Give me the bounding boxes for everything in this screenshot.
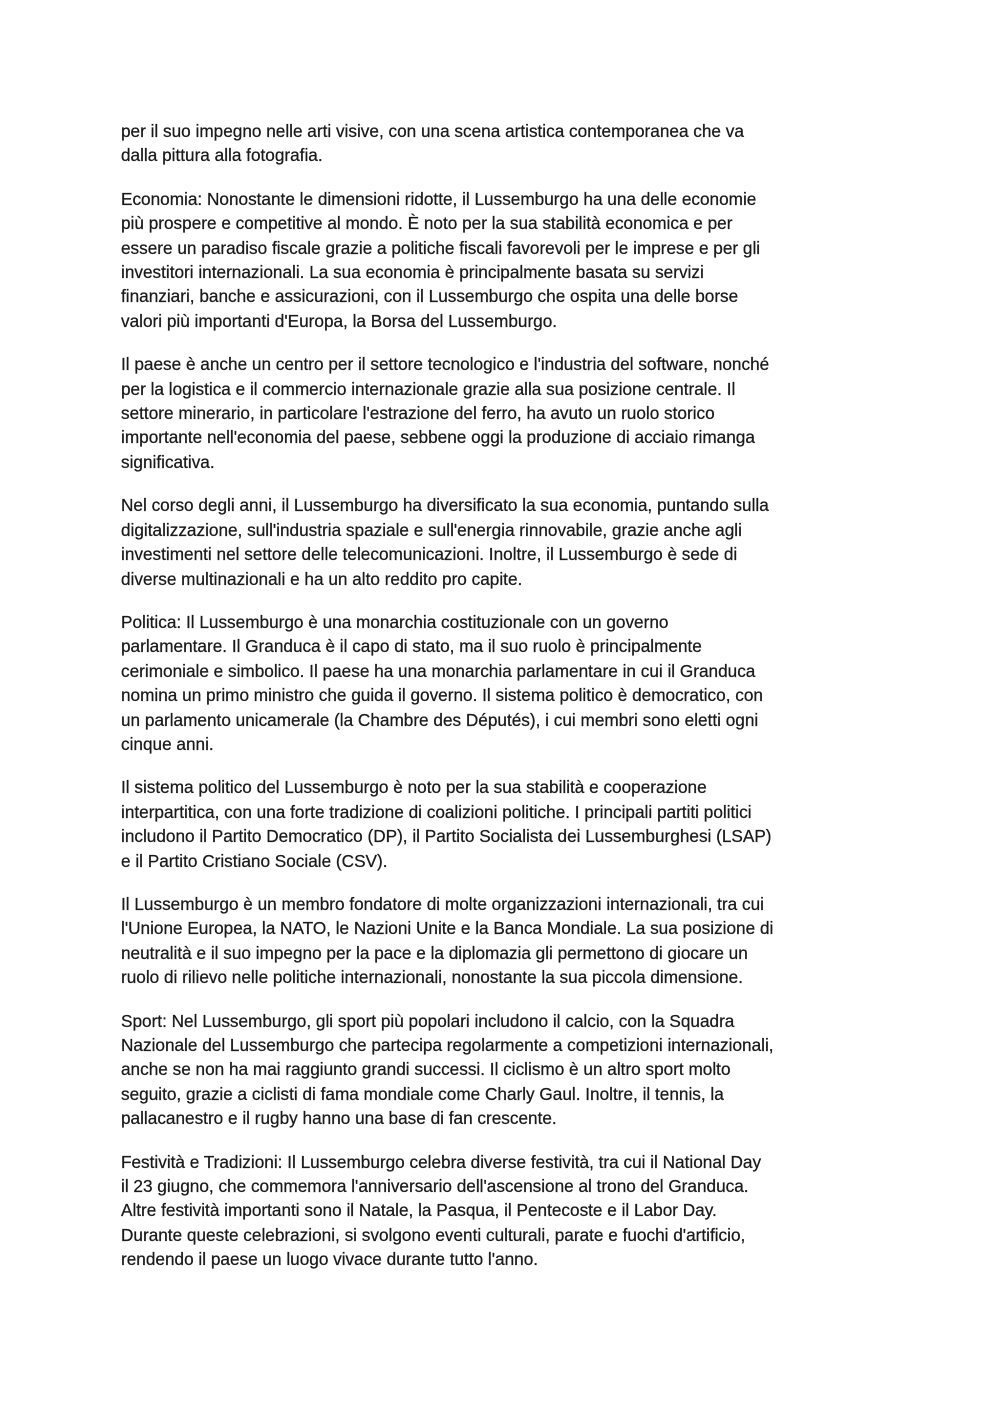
text-line: Nazionale del Lussemburgo che partecipa regolarmente a competizioni internazionali,	[121, 1035, 774, 1055]
paragraph-diversification	[121, 493, 881, 591]
text-line: seguito, grazie a ciclisti di fama mondiale come Charly Gaul. Inoltre, il tennis, la	[121, 1083, 724, 1104]
text-line: Nel corso degli anni, il Lussemburgo ha diversificato la sua economia, puntando sulla	[121, 495, 769, 516]
paragraph-political-system	[121, 775, 881, 873]
text-line: investitori internazionali. La sua economia è principalmente basata su servizi	[121, 262, 704, 283]
text-line: l'Unione Europea, la NATO, le Nazioni Unite e la Banca Mondiale. La sua posizione di	[121, 918, 774, 939]
text-line: Durante queste celebrazioni, si svolgono eventi culturali, parate e fuochi d'artificio,	[121, 1224, 746, 1245]
text-line: Il sistema politico del Lussemburgo è noto per la sua stabilità e cooperazione	[121, 777, 707, 798]
text-line: Sport: Nel Lussemburgo, gli sport più popolari includono il calcio, con la Squadra	[121, 1010, 735, 1031]
paragraph-economia	[121, 187, 881, 333]
text-line: rendendo il paese un luogo vivace durante tutto l'anno.	[121, 1249, 539, 1270]
text-line: valori più importanti d'Europa, la Borsa del Lussemburgo.	[121, 310, 558, 331]
text-line: il 23 giugno, che commemora l'anniversario dell'ascensione al trono del Granduca.	[121, 1176, 749, 1197]
text-line: anche se non ha mai raggiunto grandi successi. Il ciclismo è un altro sport molto	[121, 1059, 731, 1080]
text-line: Il Lussemburgo è un membro fondatore di molte organizzazioni internazionali, tra cui	[121, 893, 764, 914]
text-line: e il Partito Cristiano Sociale (CSV).	[121, 850, 388, 871]
text-line: settore minerario, in particolare l'estrazione del ferro, ha avuto un ruolo storico	[121, 403, 715, 424]
paragraph-tech-sector	[121, 352, 881, 474]
text-line: parlamentare. Il Granduca è il capo di stato, ma il suo ruolo è principalmente	[121, 636, 702, 657]
text-line: significativa.	[121, 451, 215, 472]
text-line: cinque anni.	[121, 733, 214, 754]
text-line: Il paese è anche un centro per il settore tecnologico e l'industria del software, nonché	[121, 354, 770, 375]
text-line: diverse multinazionali e ha un alto reddito pro capite.	[121, 568, 523, 589]
text-line: investimenti nel settore delle telecomunicazioni. Inoltre, il Lussemburgo è sede di	[121, 544, 738, 565]
text-line: essere un paradiso fiscale grazie a politiche fiscali favorevoli per le imprese e per gli	[121, 237, 761, 258]
text-line: neutralità e il suo impegno per la pace e la diplomazia gli permettono di giocare un	[121, 942, 748, 963]
text-line: ruolo di rilievo nelle politiche internazionali, nonostante la sua piccola dimensione.	[121, 967, 743, 988]
text-line: digitalizzazione, sull'industria spaziale e sull'energia rinnovabile, grazie anche agli	[121, 519, 742, 540]
text-line: più prospere e competitive al mondo. È noto per la sua stabilità economica e per	[121, 213, 733, 234]
text-line: Economia: Nonostante le dimensioni ridotte, il Lussemburgo ha una delle economie	[121, 188, 757, 209]
text-line: per la logistica e il commercio internazionale grazie alla sua posizione centrale. Il	[121, 378, 736, 399]
paragraph-arts-intro	[121, 119, 881, 168]
text-line: cerimoniale e simbolico. Il paese ha una monarchia parlamentare in cui il Granduca	[121, 660, 756, 681]
text-line: includono il Partito Democratico (DP), il Partito Socialista dei Lussemburghesi (LSAP)	[121, 826, 772, 847]
paragraph-sport	[121, 1009, 881, 1131]
paragraph-international	[121, 892, 881, 990]
text-line: Politica: Il Lussemburgo è una monarchia costituzionale con un governo	[121, 611, 669, 632]
text-line: Altre festività importanti sono il Natale, la Pasqua, il Pentecoste e il Labor Day.	[121, 1200, 717, 1221]
text-line: dalla pittura alla fotografia.	[121, 145, 323, 166]
text-line: per il suo impegno nelle arti visive, con una scena artistica contemporanea che va	[121, 121, 744, 141]
text-line: importante nell'economia del paese, sebbene oggi la produzione di acciaio rimanga	[121, 427, 755, 448]
text-line: Festività e Tradizioni: Il Lussemburgo celebra diverse festività, tra cui il National Day	[121, 1151, 762, 1172]
text-line: nomina un primo ministro che guida il governo. Il sistema politico è democratico, con	[121, 685, 763, 706]
paragraph-politica	[121, 610, 881, 756]
text-line: pallacanestro e il rugby hanno una base di fan crescente.	[121, 1108, 557, 1129]
document-page	[121, 119, 881, 1291]
text-line: un parlamento unicamerale (la Chambre des Députés), i cui membri sono eletti ogni	[121, 709, 759, 730]
text-line: finanziari, banche e assicurazioni, con il Lussemburgo che ospita una delle borse	[121, 286, 739, 307]
text-line: interpartitica, con una forte tradizione di coalizioni politiche. I principali partiti politici	[121, 801, 752, 822]
paragraph-festivita	[121, 1150, 881, 1272]
